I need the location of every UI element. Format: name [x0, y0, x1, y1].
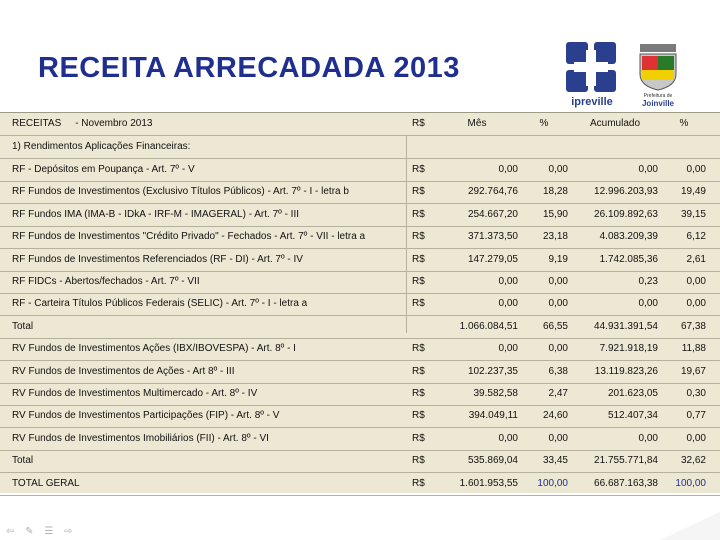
header-pct: %: [539, 118, 549, 129]
cell-rs: [412, 316, 434, 338]
cell-pct2: 0,00: [686, 298, 706, 310]
cell-label: RF Fundos de Investimentos (Exclusivo Títulos Públicos) - Art. 7º - I - letra b: [12, 186, 349, 198]
cell-pct: 24,60: [542, 410, 568, 422]
cell-label: RV Fundos de Investimentos Ações (IBX/IBOVESPA) - Art. 8º - I: [12, 343, 296, 355]
cell-pct2: 11,88: [681, 343, 706, 355]
cell-mes: 0,00: [498, 298, 518, 310]
cell-acumulado: 44.931.391,54: [594, 320, 658, 332]
cell-acumulado: 201.623,05: [607, 388, 658, 399]
cell-mes: 147.279,05: [467, 253, 518, 265]
header-label-b: - Novembro 2013: [75, 118, 153, 129]
cell-mes: 39.582,58: [473, 388, 518, 399]
slide-title: RECEITA ARRECADADA 2013: [38, 52, 460, 84]
table-row: [0, 473, 720, 496]
cell-mes: 102.237,35: [467, 365, 518, 377]
cell-pct2: 0,00: [686, 432, 706, 444]
cell-label: RF Fundos IMA (IMA-B - IDkA - IRF-M - IMAGERAL) - Art. 7º - III: [12, 208, 300, 220]
cell-mes: 0,00: [498, 432, 518, 444]
cell-label: RV Fundos de Investimentos Participações (FIP) - Art. 8º - V: [12, 410, 280, 422]
table-row: [0, 159, 720, 182]
ipreville-logo-text: ipreville: [571, 96, 613, 108]
cell-acumulado: 26.109.892,63: [594, 208, 658, 220]
cell-rs: R$: [412, 388, 425, 399]
cell-pct: 23,18: [542, 231, 568, 243]
cell-acumulado: 0,00: [638, 432, 658, 444]
cell-pct: 9,19: [548, 253, 568, 265]
table-row: [0, 271, 720, 294]
pen-icon[interactable]: ✎: [25, 526, 38, 537]
prefeitura-logo-line2: Joinville: [641, 99, 675, 108]
cell-mes: 1.066.084,51: [459, 320, 518, 332]
cell-pct: 6,38: [548, 365, 568, 377]
cell-rs: R$: [412, 253, 425, 265]
cell-pct: 15,90: [542, 208, 568, 220]
cell-acumulado: 1.742.085,36: [599, 253, 658, 265]
cell-pct2: 39,15: [680, 208, 706, 220]
cell-acumulado: 0,23: [638, 276, 658, 287]
section-label: 1) Rendimentos Aplicações Financeiras:: [12, 141, 191, 152]
cell-acumulado: 12.996.203,93: [594, 186, 658, 198]
table-row: [0, 361, 720, 384]
cell-rs: R$: [412, 343, 425, 355]
table-row: [0, 249, 720, 272]
cell-acumulado: 13.119.823,26: [594, 365, 658, 377]
cell-acumulado: 0,00: [638, 164, 658, 175]
header-mes: Mês: [467, 118, 487, 129]
table-row: [0, 383, 720, 406]
section-row: [0, 136, 720, 159]
cell-acumulado: 4.083.209,39: [599, 231, 658, 243]
cell-pct2: 19,49: [680, 186, 706, 198]
table-row: [0, 338, 720, 361]
revenue-table: [0, 112, 720, 493]
cell-acumulado: 21.755.771,84: [594, 455, 658, 467]
prev-arrow-icon[interactable]: ⇦: [6, 526, 19, 537]
header-receitas: [12, 113, 404, 135]
cell-label: RF Fundos de Investimentos "Crédito Privado" - Fechados - Art. 7º - VII - letra a: [12, 231, 366, 243]
cell-pct: 0,00: [548, 298, 568, 310]
cell-pct: 0,00: [548, 343, 568, 355]
cell-acumulado: 512.407,34: [607, 410, 658, 422]
header-acumulado: Acumulado: [589, 118, 641, 129]
cell-mes: 0,00: [498, 164, 518, 175]
cell-acumulado: 7.921.918,19: [599, 343, 658, 355]
table-header: [0, 113, 720, 136]
cell-rs: R$: [412, 365, 425, 377]
cell-pct2: 100,00: [675, 477, 706, 489]
cell-rs: R$: [412, 276, 425, 287]
cell-label: RF FIDCs - Abertos/fechados - Art. 7º - VII: [12, 276, 200, 287]
cell-mes: 292.764,76: [467, 186, 518, 198]
table-row: [0, 316, 720, 339]
cell-pct2: 0,30: [686, 388, 706, 399]
prefeitura-logo-line1: Prefeitura de: [643, 93, 673, 99]
cell-pct2: 0,00: [686, 164, 706, 175]
cell-pct2: 6,12: [686, 231, 706, 243]
cell-pct2: 0,00: [686, 276, 706, 287]
cell-pct: 0,00: [548, 432, 568, 444]
nav-icons: [6, 526, 76, 537]
table-row: [0, 293, 720, 316]
table-row: [0, 181, 720, 204]
cell-label: Total: [12, 455, 34, 467]
cell-acumulado: 66.687.163,38: [594, 477, 658, 489]
cell-mes: 254.667,20: [467, 208, 518, 220]
cell-pct: 66,55: [542, 320, 568, 332]
cell-rs: R$: [412, 455, 425, 467]
cell-label: RF Fundos de Investimentos Referenciados (RF - DI) - Art. 7º - IV: [12, 253, 303, 265]
cell-pct2: 0,77: [686, 410, 706, 422]
cell-rs: R$: [412, 186, 425, 198]
cell-pct2: 19,67: [680, 365, 706, 377]
cell-label: RV Fundos de Investimentos de Ações - Art 8º - III: [12, 365, 235, 377]
header-rs: R$: [412, 118, 425, 129]
cell-pct: 100,00: [537, 477, 568, 489]
ipreville-logo: [562, 40, 622, 108]
cell-pct2: 2,61: [686, 253, 706, 265]
cell-pct: 33,45: [542, 455, 568, 467]
cell-label: RF - Depósitos em Poupança - Art. 7º - V: [12, 164, 195, 175]
cell-rs: R$: [412, 208, 425, 220]
cell-rs: R$: [412, 298, 425, 310]
page-curl: [660, 512, 720, 540]
table-row: [0, 450, 720, 473]
cell-pct: 18,28: [542, 186, 568, 198]
table-row: [0, 405, 720, 428]
cell-pct: 0,00: [548, 164, 568, 175]
cell-pct: 2,47: [548, 388, 568, 399]
menu-icon[interactable]: ☰: [44, 526, 58, 537]
cell-mes: 0,00: [498, 276, 518, 287]
prefeitura-joinville-logo: [632, 44, 684, 108]
cell-rs: R$: [412, 164, 425, 175]
cell-mes: 535.869,04: [467, 455, 518, 467]
cell-mes: 0,00: [498, 343, 518, 355]
cell-rs: R$: [412, 477, 425, 489]
cell-label: Total: [12, 320, 34, 332]
cell-pct: 0,00: [548, 276, 568, 287]
table-row: [0, 204, 720, 227]
next-arrow-icon[interactable]: ⇨: [64, 526, 77, 537]
header-pct2: %: [679, 118, 689, 129]
cell-pct2: 32,62: [680, 455, 706, 467]
table-row: [0, 428, 720, 451]
cell-mes: 394.049,11: [468, 410, 518, 422]
table-row: [0, 226, 720, 249]
cell-rs: R$: [412, 432, 425, 444]
cell-label: RV Fundos de Investimentos Multimercado - Art. 8º - IV: [12, 388, 258, 399]
cell-rs: R$: [412, 231, 425, 243]
cell-mes: 1.601.953,55: [459, 477, 518, 489]
cell-pct2: 67,38: [680, 320, 706, 332]
cell-acumulado: 0,00: [638, 298, 658, 310]
cell-label: RF - Carteira Títulos Públicos Federais (SELIC) - Art. 7º - I - letra a: [12, 298, 308, 310]
cell-label: TOTAL GERAL: [12, 477, 80, 489]
cell-rs: R$: [412, 410, 425, 422]
cell-label: RV Fundos de Investimentos Imobiliários (FII) - Art. 8º - VI: [12, 432, 269, 444]
header-label-a: RECEITAS: [12, 118, 62, 129]
cell-mes: 371.373,50: [467, 231, 518, 243]
